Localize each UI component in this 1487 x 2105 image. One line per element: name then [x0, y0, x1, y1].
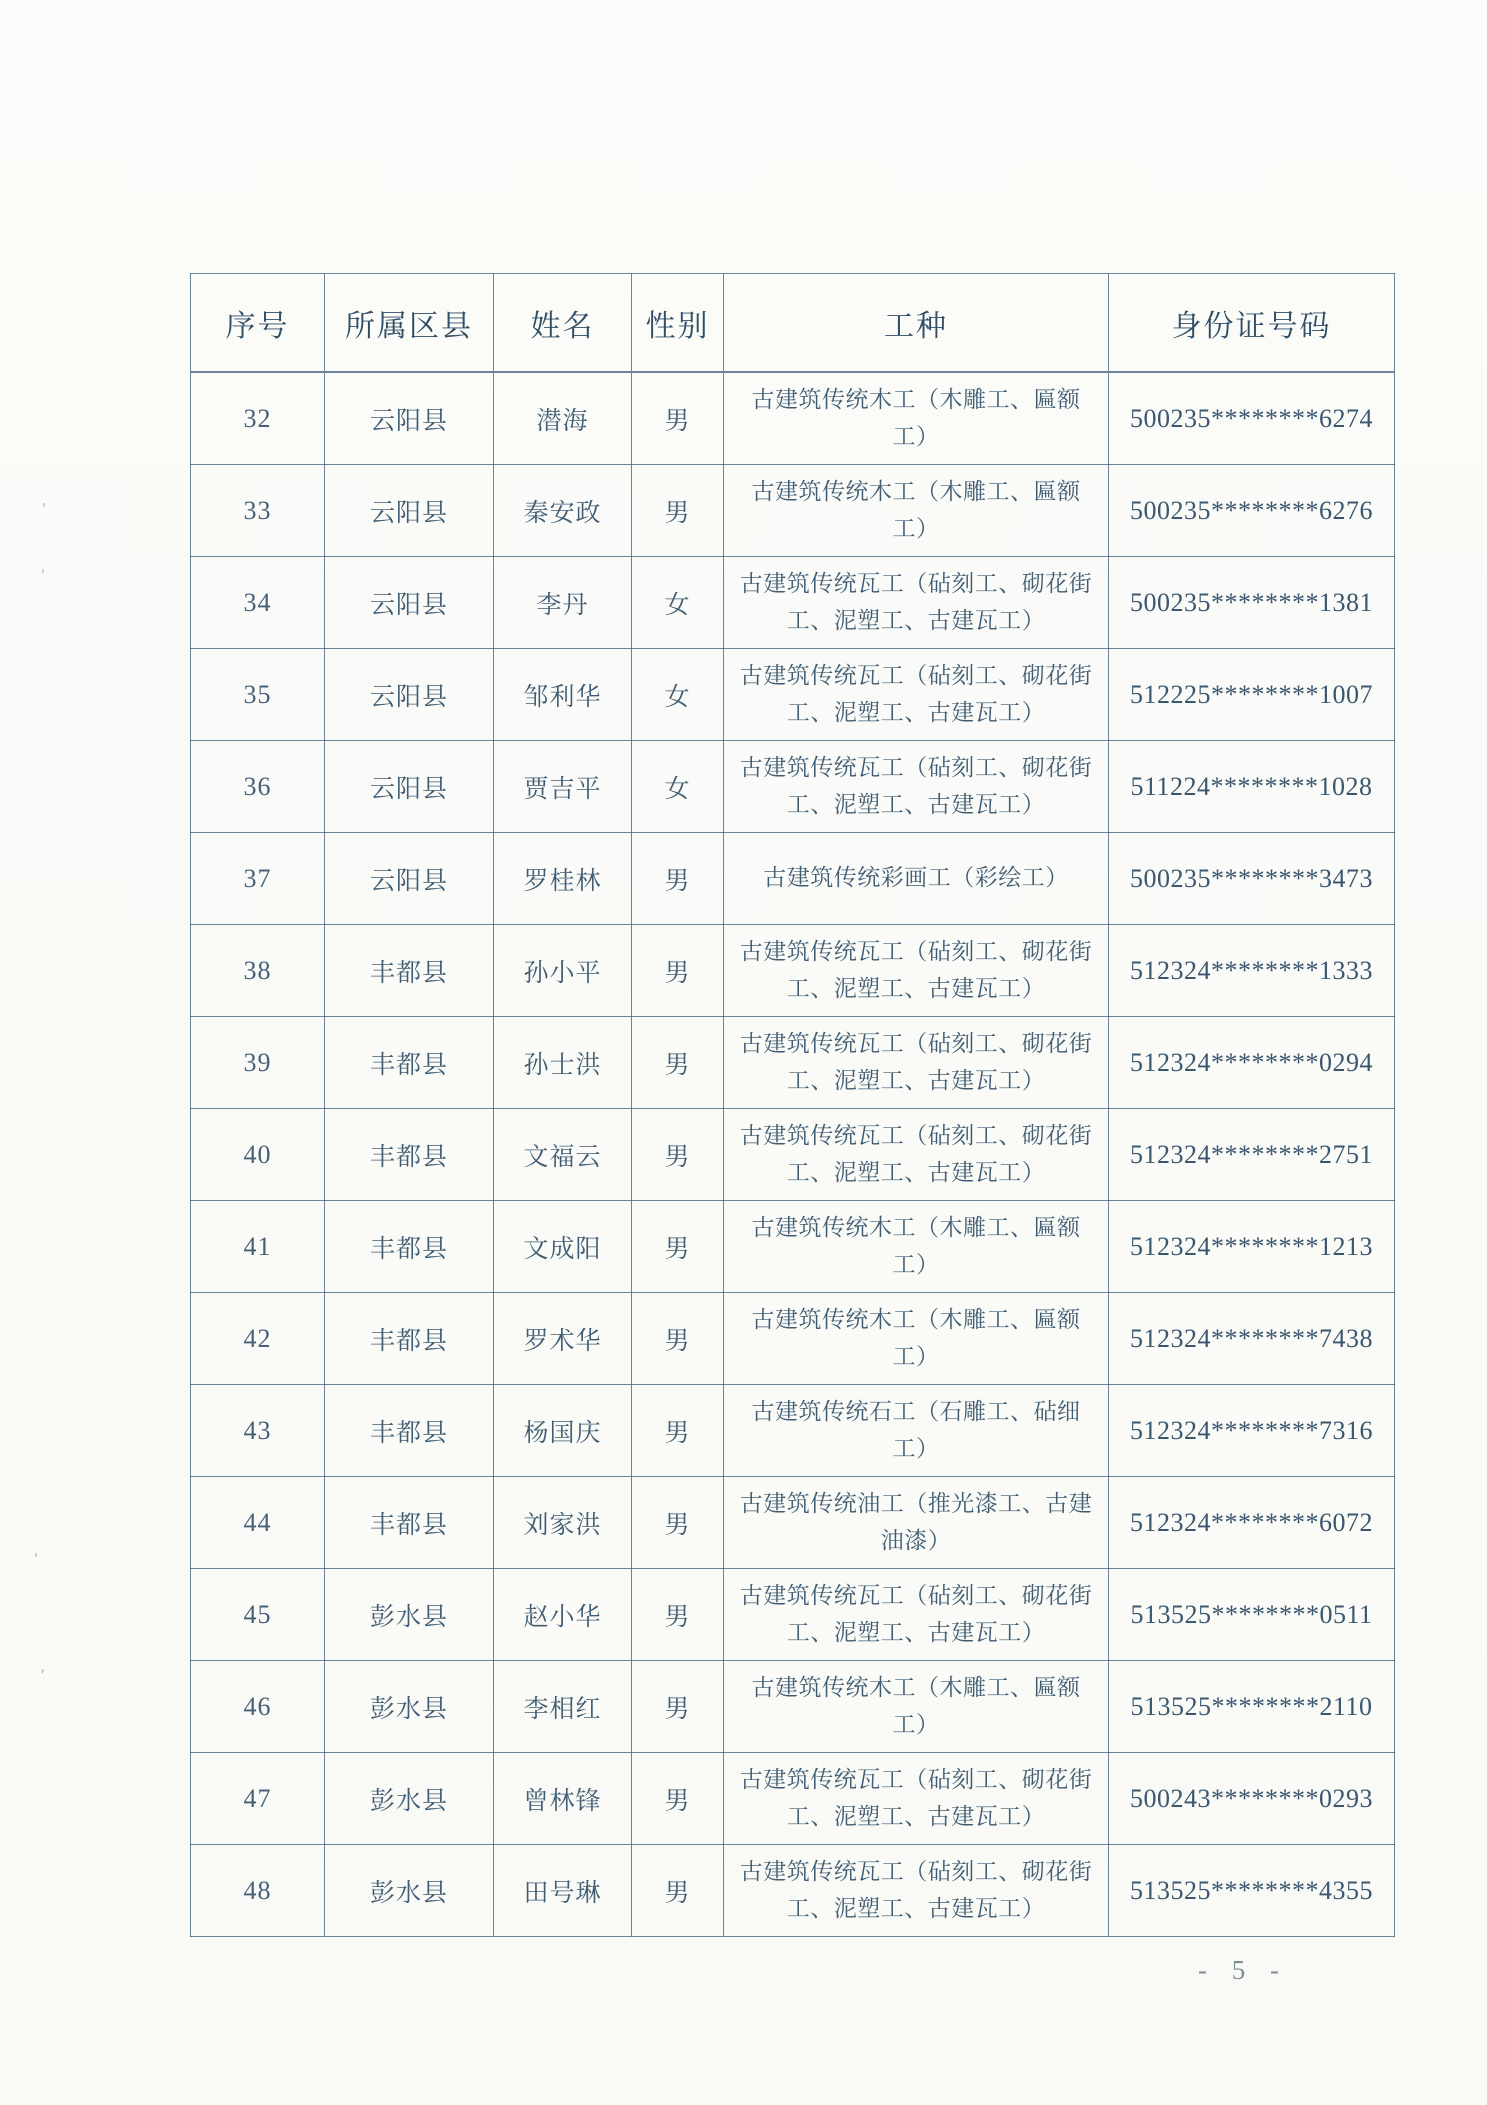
cell-serial-number: 46: [191, 1661, 325, 1753]
cell-district: 云阳县: [325, 557, 494, 649]
cell-serial-number: 43: [191, 1385, 325, 1477]
header-gender: 性别: [632, 274, 724, 373]
table-row: [191, 1753, 1395, 1845]
cell-gender: 男: [632, 1477, 724, 1569]
scan-artifact: ': [34, 1550, 39, 1568]
cell-trade: 古建筑传统木工（木雕工、匾额工）: [724, 372, 1109, 465]
table-row: [191, 465, 1395, 557]
cell-id-number: 512324********2751: [1109, 1109, 1395, 1201]
scan-artifact: ': [38, 565, 46, 585]
cell-trade: 古建筑传统瓦工（砧刻工、砌花街工、泥塑工、古建瓦工）: [724, 1017, 1109, 1109]
cell-name: 文成阳: [494, 1201, 632, 1293]
cell-id-number: 500235********6276: [1109, 465, 1395, 557]
cell-serial-number: 35: [191, 649, 325, 741]
cell-serial-number: 32: [191, 372, 325, 465]
cell-serial-number: 44: [191, 1477, 325, 1569]
cell-trade: 古建筑传统瓦工（砧刻工、砌花街工、泥塑工、古建瓦工）: [724, 649, 1109, 741]
cell-district: 彭水县: [325, 1753, 494, 1845]
cell-id-number: 512324********6072: [1109, 1477, 1395, 1569]
cell-serial-number: 36: [191, 741, 325, 833]
cell-gender: 男: [632, 1385, 724, 1477]
cell-district: 丰都县: [325, 1293, 494, 1385]
cell-district: 云阳县: [325, 372, 494, 465]
table-row: [191, 1293, 1395, 1385]
cell-gender: 女: [632, 649, 724, 741]
cell-gender: 男: [632, 925, 724, 1017]
cell-name: 李丹: [494, 557, 632, 649]
cell-serial-number: 37: [191, 833, 325, 925]
cell-district: 丰都县: [325, 1201, 494, 1293]
page-number: - 5 -: [1198, 1955, 1288, 1985]
header-district: 所属区县: [325, 274, 494, 373]
cell-gender: 男: [632, 1569, 724, 1661]
cell-id-number: 513525********0511: [1109, 1569, 1395, 1661]
cell-district: 云阳县: [325, 465, 494, 557]
table-row: [191, 649, 1395, 741]
cell-name: 罗桂林: [494, 833, 632, 925]
cell-name: 田号琳: [494, 1845, 632, 1937]
table-row: [191, 925, 1395, 1017]
cell-id-number: 513525********2110: [1109, 1661, 1395, 1753]
table-row: [191, 833, 1395, 925]
cell-id-number: 511224********1028: [1109, 741, 1395, 833]
table-row: [191, 1477, 1395, 1569]
cell-name: 刘家洪: [494, 1477, 632, 1569]
cell-id-number: 512324********1333: [1109, 925, 1395, 1017]
table-row: [191, 557, 1395, 649]
cell-id-number: 512324********0294: [1109, 1017, 1395, 1109]
cell-serial-number: 39: [191, 1017, 325, 1109]
cell-name: 贾吉平: [494, 741, 632, 833]
cell-district: 彭水县: [325, 1661, 494, 1753]
cell-id-number: 512324********1213: [1109, 1201, 1395, 1293]
cell-gender: 男: [632, 833, 724, 925]
cell-trade: 古建筑传统瓦工（砧刻工、砌花街工、泥塑工、古建瓦工）: [724, 741, 1109, 833]
cell-district: 丰都县: [325, 925, 494, 1017]
scan-artifact: ': [42, 500, 47, 518]
cell-district: 彭水县: [325, 1845, 494, 1937]
table-row: [191, 1109, 1395, 1201]
cell-id-number: 513525********4355: [1109, 1845, 1395, 1937]
cell-name: 罗术华: [494, 1293, 632, 1385]
cell-name: 曾林锋: [494, 1753, 632, 1845]
cell-district: 彭水县: [325, 1569, 494, 1661]
cell-name: 邹利华: [494, 649, 632, 741]
table-row: [191, 1661, 1395, 1753]
cell-district: 丰都县: [325, 1109, 494, 1201]
cell-gender: 女: [632, 741, 724, 833]
cell-gender: 男: [632, 1845, 724, 1937]
cell-trade: 古建筑传统瓦工（砧刻工、砌花街工、泥塑工、古建瓦工）: [724, 1845, 1109, 1937]
table-row: [191, 1845, 1395, 1937]
cell-name: 赵小华: [494, 1569, 632, 1661]
cell-trade: 古建筑传统石工（石雕工、砧细工）: [724, 1385, 1109, 1477]
table-body: [191, 372, 1395, 1937]
cell-name: 秦安政: [494, 465, 632, 557]
cell-serial-number: 47: [191, 1753, 325, 1845]
scan-artifact: ': [38, 1665, 46, 1685]
cell-trade: 古建筑传统木工（木雕工、匾额工）: [724, 465, 1109, 557]
cell-serial-number: 41: [191, 1201, 325, 1293]
craftsman-roster-table: [190, 273, 1395, 1937]
table-row: [191, 1385, 1395, 1477]
cell-gender: 女: [632, 557, 724, 649]
cell-serial-number: 34: [191, 557, 325, 649]
cell-id-number: 512324********7438: [1109, 1293, 1395, 1385]
cell-trade: 古建筑传统瓦工（砧刻工、砌花街工、泥塑工、古建瓦工）: [724, 1109, 1109, 1201]
header-name: 姓名: [494, 274, 632, 373]
header-id-number: 身份证号码: [1109, 274, 1395, 373]
cell-gender: 男: [632, 1109, 724, 1201]
cell-trade: 古建筑传统瓦工（砧刻工、砌花街工、泥塑工、古建瓦工）: [724, 1753, 1109, 1845]
cell-trade: 古建筑传统木工（木雕工、匾额工）: [724, 1661, 1109, 1753]
cell-trade: 古建筑传统瓦工（砧刻工、砌花街工、泥塑工、古建瓦工）: [724, 925, 1109, 1017]
cell-district: 丰都县: [325, 1017, 494, 1109]
cell-trade: 古建筑传统瓦工（砧刻工、砌花街工、泥塑工、古建瓦工）: [724, 557, 1109, 649]
table-row: [191, 1017, 1395, 1109]
cell-district: 云阳县: [325, 741, 494, 833]
cell-district: 丰都县: [325, 1385, 494, 1477]
cell-id-number: 512324********7316: [1109, 1385, 1395, 1477]
header-serial-number: 序号: [191, 274, 325, 373]
cell-id-number: 500235********3473: [1109, 833, 1395, 925]
cell-name: 孙士洪: [494, 1017, 632, 1109]
cell-id-number: 500235********6274: [1109, 372, 1395, 465]
cell-name: 文福云: [494, 1109, 632, 1201]
cell-gender: 男: [632, 1293, 724, 1385]
cell-id-number: 500235********1381: [1109, 557, 1395, 649]
cell-district: 丰都县: [325, 1477, 494, 1569]
cell-gender: 男: [632, 1017, 724, 1109]
cell-gender: 男: [632, 465, 724, 557]
cell-name: 孙小平: [494, 925, 632, 1017]
cell-name: 李相红: [494, 1661, 632, 1753]
cell-district: 云阳县: [325, 649, 494, 741]
table-header-row: [191, 274, 1395, 373]
table-row: [191, 1569, 1395, 1661]
cell-trade: 古建筑传统木工（木雕工、匾额工）: [724, 1201, 1109, 1293]
cell-id-number: 500243********0293: [1109, 1753, 1395, 1845]
cell-gender: 男: [632, 1201, 724, 1293]
cell-trade: 古建筑传统油工（推光漆工、古建油漆）: [724, 1477, 1109, 1569]
table-row: [191, 741, 1395, 833]
cell-serial-number: 45: [191, 1569, 325, 1661]
cell-name: 潜海: [494, 372, 632, 465]
cell-serial-number: 48: [191, 1845, 325, 1937]
cell-trade: 古建筑传统木工（木雕工、匾额工）: [724, 1293, 1109, 1385]
header-trade: 工种: [724, 274, 1109, 373]
cell-gender: 男: [632, 372, 724, 465]
cell-gender: 男: [632, 1661, 724, 1753]
cell-name: 杨国庆: [494, 1385, 632, 1477]
cell-trade: 古建筑传统瓦工（砧刻工、砌花街工、泥塑工、古建瓦工）: [724, 1569, 1109, 1661]
table-row: [191, 1201, 1395, 1293]
cell-serial-number: 33: [191, 465, 325, 557]
cell-trade: 古建筑传统彩画工（彩绘工）: [724, 833, 1109, 925]
cell-serial-number: 40: [191, 1109, 325, 1201]
cell-id-number: 512225********1007: [1109, 649, 1395, 741]
table-row: [191, 372, 1395, 465]
cell-district: 云阳县: [325, 833, 494, 925]
cell-gender: 男: [632, 1753, 724, 1845]
cell-serial-number: 38: [191, 925, 325, 1017]
cell-serial-number: 42: [191, 1293, 325, 1385]
